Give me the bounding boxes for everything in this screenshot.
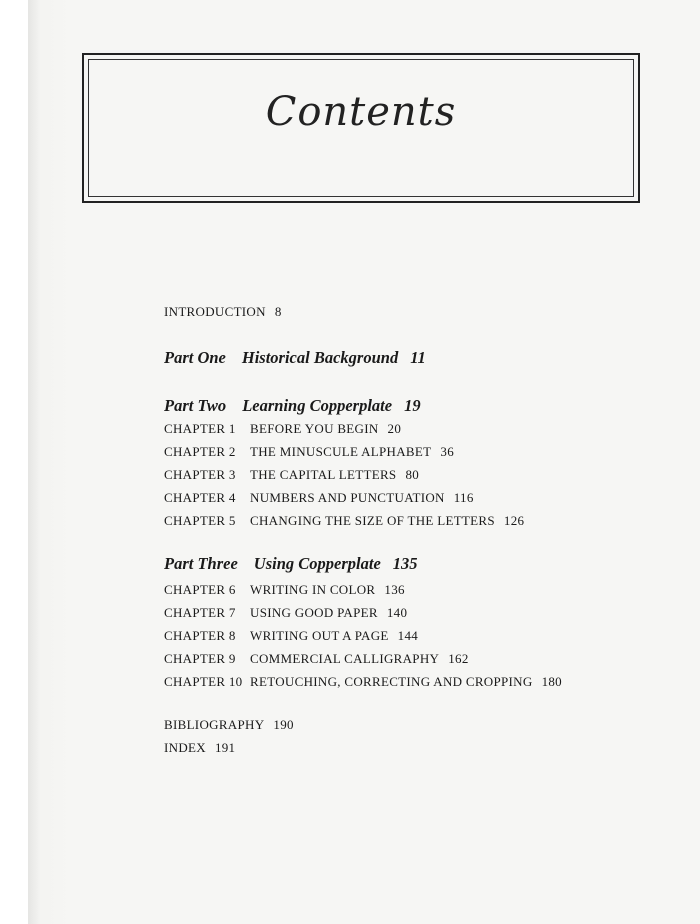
chapter-title: RETOUCHING, CORRECTING AND CROPPING (250, 674, 533, 689)
toc-index (164, 740, 235, 756)
chapter-title: COMMERCIAL CALLIGRAPHY (250, 651, 440, 666)
part-title: Learning Copperplate (242, 396, 393, 415)
chapter-page: 140 (386, 605, 408, 620)
chapter-label: CHAPTER 3 (164, 467, 236, 482)
toc-chapter (164, 513, 524, 529)
toc-part-one (164, 348, 426, 368)
chapter-label: CHAPTER 1 (164, 421, 236, 436)
toc-bibliography (164, 717, 294, 733)
chapter-title: WRITING IN COLOR (250, 582, 376, 597)
chapter-page: 126 (503, 513, 525, 528)
chapter-label: CHAPTER 10 (164, 674, 243, 689)
chapter-page: 180 (541, 674, 562, 689)
part-label: Part One (164, 348, 226, 367)
chapter-page: 162 (448, 651, 469, 666)
chapter-title: BEFORE YOU BEGIN (250, 421, 379, 436)
introduction-label: INTRODUCTION (164, 304, 266, 319)
part-label: Part Two (164, 396, 227, 415)
page-title: Contents (265, 89, 457, 135)
part-page: 19 (404, 396, 421, 415)
index-page: 191 (214, 740, 236, 755)
bibliography-page: 190 (273, 717, 294, 732)
toc-chapter (164, 444, 454, 460)
bibliography-label: BIBLIOGRAPHY (164, 717, 265, 732)
toc-chapter (164, 651, 469, 667)
chapter-title: THE MINUSCULE ALPHABET (250, 444, 432, 459)
chapter-page: 136 (384, 582, 405, 597)
part-title: Using Copperplate (253, 554, 381, 573)
toc-part-three (164, 554, 418, 574)
toc-part-two (164, 396, 421, 416)
chapter-page: 144 (397, 628, 419, 643)
part-page: 135 (392, 554, 418, 573)
toc-chapter (164, 582, 405, 598)
chapter-label: CHAPTER 5 (164, 513, 236, 528)
chapter-page: 80 (405, 467, 420, 482)
part-page: 11 (410, 348, 426, 367)
toc-chapter (164, 467, 419, 483)
toc-introduction (164, 304, 282, 320)
toc-chapter (164, 674, 562, 690)
chapter-title: THE CAPITAL LETTERS (250, 467, 397, 482)
toc-chapter (164, 605, 407, 621)
spine-shadow (14, 0, 40, 924)
toc-chapter (164, 628, 418, 644)
chapter-label: CHAPTER 7 (164, 605, 236, 620)
chapter-title: CHANGING THE SIZE OF THE LETTERS (250, 513, 495, 528)
index-label: INDEX (164, 740, 206, 755)
chapter-title: USING GOOD PAPER (250, 605, 378, 620)
chapter-label: CHAPTER 8 (164, 628, 236, 643)
chapter-label: CHAPTER 9 (164, 651, 236, 666)
title-frame (82, 53, 640, 203)
chapter-label: CHAPTER 4 (164, 490, 236, 505)
chapter-page: 20 (387, 421, 402, 436)
introduction-page: 8 (274, 304, 282, 319)
chapter-label: CHAPTER 2 (164, 444, 236, 459)
chapter-page: 36 (440, 444, 454, 459)
part-title: Historical Background (241, 348, 399, 367)
part-label: Part Three (164, 554, 238, 573)
chapter-label: CHAPTER 6 (164, 582, 236, 597)
toc-chapter (164, 421, 401, 437)
chapter-page: 116 (453, 490, 474, 505)
chapter-title: WRITING OUT A PAGE (250, 628, 389, 643)
chapter-title: NUMBERS AND PUNCTUATION (250, 490, 445, 505)
toc-chapter (164, 490, 474, 506)
